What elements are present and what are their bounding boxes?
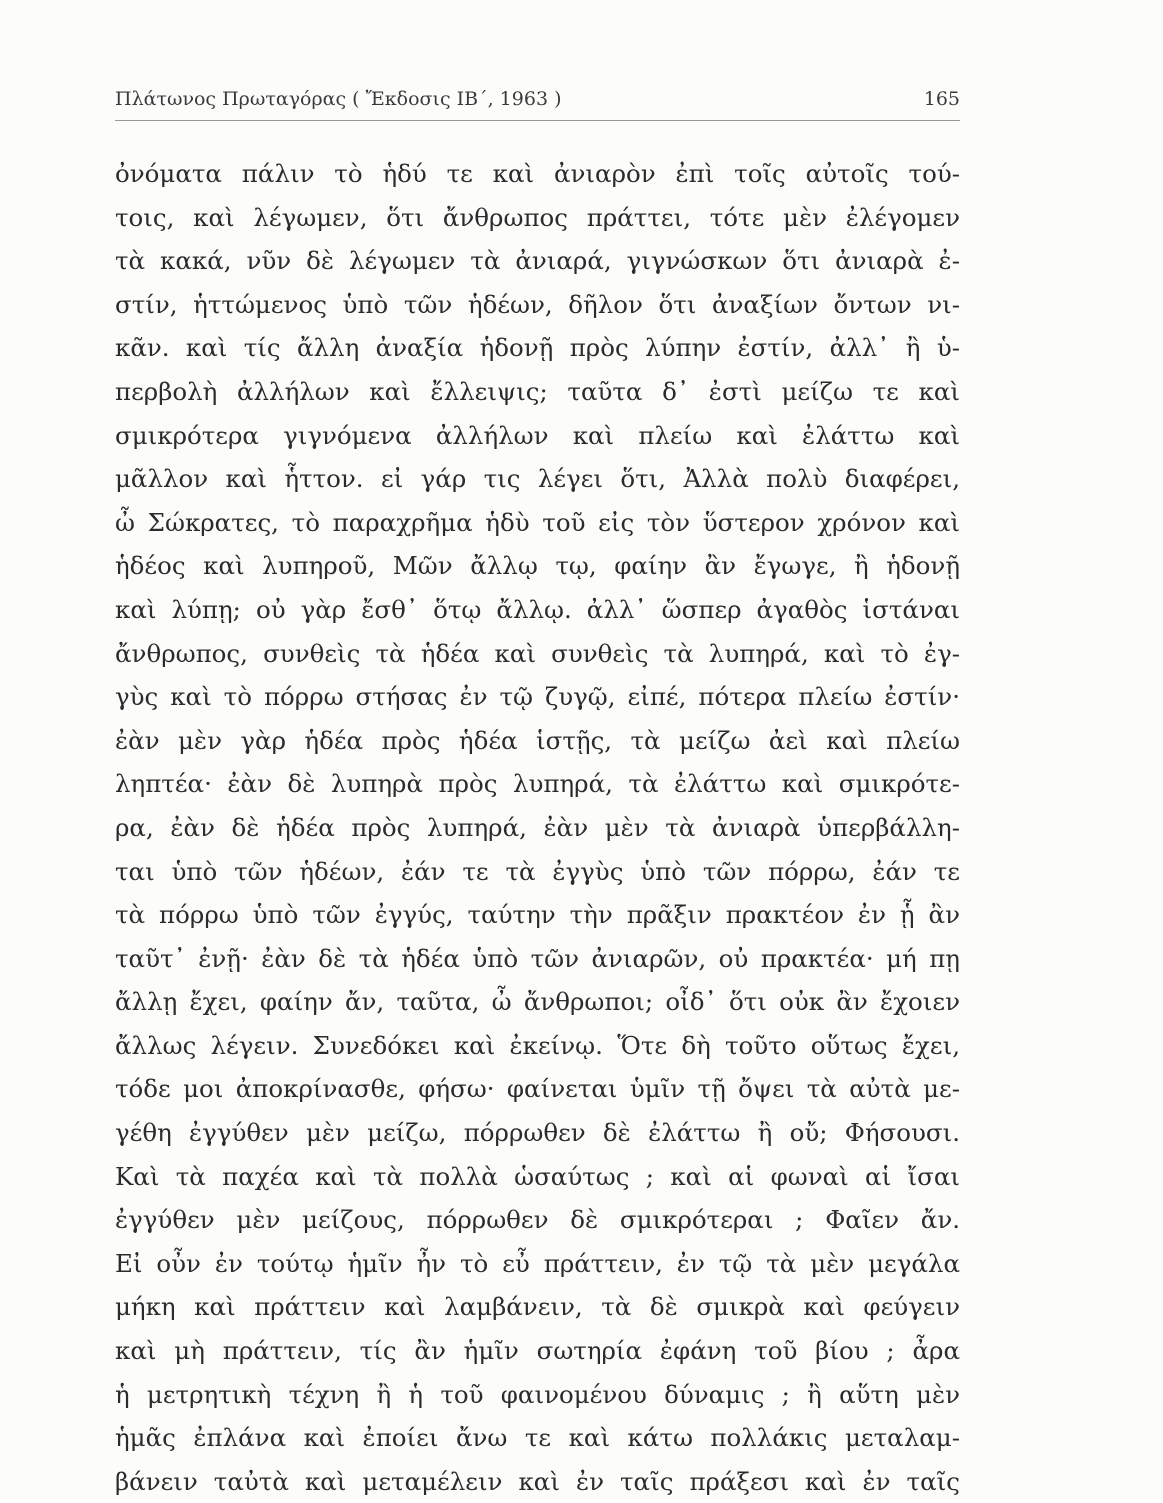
text-line: ληπτέα· ἐὰν δὲ λυπηρὰ πρὸς λυπηρά, τὰ ἐλάττω καὶ σμικρότε- (115, 769, 960, 799)
text-line: ται ὑπὸ τῶν ἡδέων, ἐάν τε τὰ ἐγγὺς ὑπὸ τῶν πόρρω, ἐάν τε (115, 856, 960, 886)
text-line: γέθη ἐγγύθεν μὲν μείζω, πόρρωθεν δὲ ἐλάττω ἢ οὔ; Φήσουσι. (115, 1118, 960, 1148)
body-text (115, 152, 960, 1503)
text-line: σμικρότερα γιγνόμενα ἀλλήλων καὶ πλείω καὶ ἐλάττω καὶ (115, 420, 960, 450)
text-line: μήκη καὶ πράττειν καὶ λαμβάνειν, τὰ δὲ σμικρὰ καὶ φεύγειν (115, 1292, 960, 1322)
text-line: ἡ μετρητικὴ τέχνη ἢ ἡ τοῦ φαινομένου δύναμις ; ἢ αὕτη μὲν (115, 1379, 960, 1409)
text-line: ἄλλως λέγειν. Συνεδόκει καὶ ἐκείνῳ. Ὅτε δὴ τοῦτο οὕτως ἔχει, (115, 1030, 960, 1060)
text-line: γὺς καὶ τὸ πόρρω στήσας ἐν τῷ ζυγῷ, εἰπέ, πότερα πλείω ἐστίν· (115, 682, 960, 712)
text-line: τοις, καὶ λέγωμεν, ὅτι ἄνθρωπος πράττει, τότε μὲν ἐλέγομεν (115, 202, 960, 232)
text-line: ρα, ἐὰν δὲ ἡδέα πρὸς λυπηρά, ἐὰν μὲν τὰ ἀνιαρὰ ὑπερβάλλη- (115, 812, 960, 842)
text-line: Εἰ οὖν ἐν τούτῳ ἡμῖν ἦν τὸ εὖ πράττειν, ἐν τῷ τὰ μὲν μεγάλα (115, 1248, 960, 1278)
text-line: ἡμᾶς ἐπλάνα καὶ ἐποίει ἄνω τε καὶ κάτω πολλάκις μεταλαμ- (115, 1423, 960, 1453)
text-line: ὦ Σώκρατες, τὸ παραχρῆμα ἡδὺ τοῦ εἰς τὸν ὕστερον χρόνον καὶ (115, 507, 960, 537)
text-line: ὀνόματα πάλιν τὸ ἡδύ τε καὶ ἀνιαρὸν ἐπὶ τοῖς αὐτοῖς τού- (115, 159, 960, 188)
text-line: Καὶ τὰ παχέα καὶ τὰ πολλὰ ὡσαύτως ; καὶ αἱ φωναὶ αἱ ἴσαι (115, 1161, 960, 1191)
page-number: 165 (923, 88, 960, 110)
header-title: Πλάτωνος Πρωταγόρας ( Ἔκδοσις ΙΒ΄, 1963 ) (115, 88, 562, 110)
text-line: στίν, ἡττώμενος ὑπὸ τῶν ἡδέων, δῆλον ὅτι ἀναξίων ὄντων νι- (115, 289, 960, 319)
text-line: τὰ πόρρω ὑπὸ τῶν ἐγγύς, ταύτην τὴν πρᾶξιν πρακτέον ἐν ᾗ ἂν (115, 900, 960, 930)
text-line: ταῦτ᾽ ἐνῇ· ἐὰν δὲ τὰ ἡδέα ὑπὸ τῶν ἀνιαρῶν, οὐ πρακτέα· μή πῃ (115, 943, 960, 973)
text-line: ἐὰν μὲν γὰρ ἡδέα πρὸς ἡδέα ἱστῇς, τὰ μείζω ἀεὶ καὶ πλείω (115, 725, 960, 755)
text-line: ἐγγύθεν μὲν μείζους, πόρρωθεν δὲ σμικρότεραι ; Φαῖεν ἄν. (115, 1205, 960, 1235)
text-line: κᾶν. καὶ τίς ἄλλη ἀναξία ἡδονῇ πρὸς λύπην ἐστίν, ἀλλ᾽ ἢ ὑ- (115, 333, 960, 363)
text-line: ἡδέος καὶ λυπηροῦ, Μῶν ἄλλῳ τῳ, φαίην ἂν ἔγωγε, ἢ ἡδονῇ (115, 551, 960, 581)
text-line: τόδε μοι ἀποκρίνασθε, φήσω· φαίνεται ὑμῖν τῇ ὄψει τὰ αὐτὰ με- (115, 1074, 960, 1104)
text-line: περβολὴ ἀλλήλων καὶ ἔλλειψις; ταῦτα δ᾽ ἐστὶ μείζω τε καὶ (115, 376, 960, 406)
text-line: καὶ λύπῃ; οὐ γὰρ ἔσθ᾽ ὅτῳ ἄλλῳ. ἀλλ᾽ ὥσπερ ἀγαθὸς ἱστάναι (115, 594, 960, 624)
text-line: μᾶλλον καὶ ἧττον. εἰ γάρ τις λέγει ὅτι, Ἀλλὰ πολὺ διαφέρει, (115, 464, 960, 494)
text-line: ἄλλῃ ἔχει, φαίην ἄν, ταῦτα, ὦ ἄνθρωποι; οἶδ᾽ ὅτι οὐκ ἂν ἔχοιεν (115, 987, 960, 1017)
text-line: τὰ κακά, νῦν δὲ λέγωμεν τὰ ἀνιαρά, γιγνώσκων ὅτι ἀνιαρὰ ἐ- (115, 246, 960, 276)
text-line: βάνειν ταὐτὰ καὶ μεταμέλειν καὶ ἐν ταῖς πράξεσι καὶ ἐν ταῖς (115, 1466, 960, 1496)
running-header (115, 88, 960, 118)
header-rule (115, 120, 960, 121)
text-line: ἄνθρωπος, συνθεὶς τὰ ἡδέα καὶ συνθεὶς τὰ λυπηρά, καὶ τὸ ἐγ- (115, 638, 960, 668)
text-line: καὶ μὴ πράττειν, τίς ἂν ἡμῖν σωτηρία ἐφάνη τοῦ βίου ; ἆρα (115, 1336, 960, 1366)
